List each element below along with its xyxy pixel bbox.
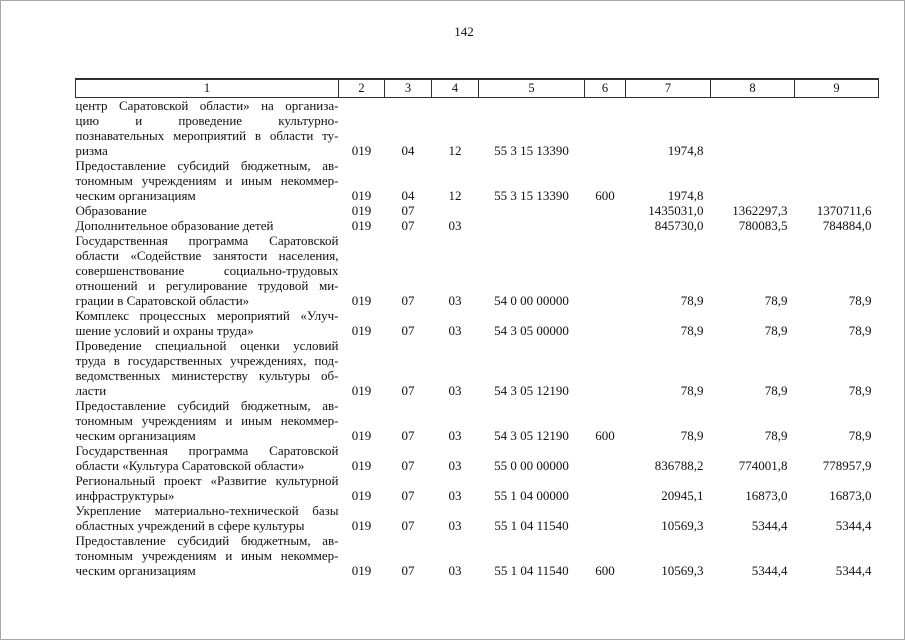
code-cell-col4: 12	[448, 142, 462, 158]
code-cell-col3: 07	[401, 217, 415, 233]
code-cell-col3: 07	[401, 487, 415, 503]
description-line: совершенствование социально-трудовых	[75, 262, 339, 278]
column-header-3: 3	[385, 79, 432, 97]
table-row	[76, 473, 879, 503]
description-line: тономным учреждениям и иным некоммер-	[75, 172, 339, 188]
description-line: Комплекс процессных мероприятий «Улуч-	[75, 307, 339, 323]
description-line: ведомственных министерству культуры об-	[75, 367, 339, 383]
code-cell-col4	[432, 203, 479, 218]
amount-cell-col8: 78,9	[764, 427, 788, 443]
description-line: Государственная программа Саратовской	[75, 442, 339, 458]
budget-table	[75, 78, 879, 578]
amount-cell-col8: 16873,0	[745, 487, 788, 503]
amount-cell-col7: 78,9	[680, 427, 704, 443]
table-row	[76, 308, 879, 338]
code-cell-col3: 04	[401, 142, 415, 158]
code-cell-col6	[585, 233, 626, 308]
row-description-cell	[76, 158, 339, 203]
code-cell-col5: 54 3 05 12190	[494, 427, 569, 443]
amount-cell-col8	[711, 97, 795, 158]
table-row	[76, 533, 879, 578]
code-cell-col5: 54 0 00 00000	[494, 292, 569, 308]
description-line: области «Содействие занятости населения,	[75, 247, 339, 263]
description-line: тономным учреждениям и иным некоммер-	[75, 412, 339, 428]
description-line: цию и проведение культурно-	[75, 112, 339, 128]
description-line: ческим организациям	[75, 562, 196, 578]
amount-cell-col7: 1974,8	[667, 187, 704, 203]
row-description-cell	[76, 203, 339, 218]
row-description-cell	[76, 308, 339, 338]
code-cell-col5: 55 3 15 13390	[494, 142, 569, 158]
amount-cell-col9: 16873,0	[829, 487, 872, 503]
code-cell-col2: 019	[351, 517, 372, 533]
column-header-2: 2	[339, 79, 385, 97]
amount-cell-col9: 78,9	[848, 427, 872, 443]
table-row	[76, 398, 879, 443]
description-line: ризма	[75, 142, 108, 158]
code-cell-col6	[585, 203, 626, 218]
amount-cell-col7: 836788,2	[654, 457, 704, 473]
amount-cell-col7: 845730,0	[654, 217, 704, 233]
description-line: грации в Саратовской области»	[75, 292, 250, 308]
description-line: областных учреждений в сфере культуры	[75, 517, 305, 533]
row-description-cell	[76, 233, 339, 308]
description-line: познавательных мероприятий в области ту-	[75, 127, 339, 143]
table-row	[76, 203, 879, 218]
code-cell-col5: 55 1 04 11540	[494, 517, 569, 533]
code-cell-col3: 07	[401, 202, 415, 218]
code-cell-col6	[585, 308, 626, 338]
code-cell-col6	[585, 443, 626, 473]
code-cell-col3: 07	[401, 382, 415, 398]
code-cell-col5: 55 1 04 11540	[494, 562, 569, 578]
amount-cell-col7: 1435031,0	[648, 202, 704, 218]
amount-cell-col8: 78,9	[764, 382, 788, 398]
description-line: области «Культура Саратовской области»	[75, 457, 305, 473]
code-cell-col4: 03	[448, 562, 462, 578]
code-cell-col4: 12	[448, 187, 462, 203]
code-cell-col4: 03	[448, 457, 462, 473]
code-cell-col5: 55 0 00 00000	[494, 457, 569, 473]
row-description-cell	[76, 97, 339, 158]
code-cell-col3: 07	[401, 457, 415, 473]
description-line: Региональный проект «Развитие культурной	[75, 472, 339, 488]
code-cell-col6	[585, 473, 626, 503]
code-cell-col6	[585, 503, 626, 533]
code-cell-col3: 04	[401, 187, 415, 203]
amount-cell-col9: 1370711,6	[816, 202, 872, 218]
amount-cell-col8: 774001,8	[738, 457, 788, 473]
code-cell-col4: 03	[448, 517, 462, 533]
code-cell-col5: 54 3 05 00000	[494, 322, 569, 338]
code-cell-col6: 600	[595, 562, 615, 578]
table-row	[76, 443, 879, 473]
row-description-cell	[76, 398, 339, 443]
description-line: труда в государственных учреждениях, под-	[75, 352, 339, 368]
amount-cell-col9: 5344,4	[835, 517, 872, 533]
code-cell-col2: 019	[351, 562, 372, 578]
code-cell-col2: 019	[351, 487, 372, 503]
code-cell-col3: 07	[401, 427, 415, 443]
table-row	[76, 158, 879, 203]
code-cell-col5: 54 3 05 12190	[494, 382, 569, 398]
description-line: тономным учреждениям и иным некоммер-	[75, 547, 339, 563]
amount-cell-col7: 78,9	[680, 382, 704, 398]
code-cell-col5: 55 3 15 13390	[494, 187, 569, 203]
row-description-cell	[76, 338, 339, 398]
amount-cell-col9: 784884,0	[822, 217, 872, 233]
row-description-cell	[76, 473, 339, 503]
amount-cell-col9: 78,9	[848, 322, 872, 338]
amount-cell-col7: 78,9	[680, 292, 704, 308]
description-line: Предоставление субсидий бюджетным, ав-	[75, 397, 339, 413]
amount-cell-col8: 1362297,3	[732, 202, 788, 218]
table-row	[76, 503, 879, 533]
description-line: Дополнительное образование детей	[75, 217, 274, 233]
amount-cell-col8	[711, 158, 795, 203]
amount-cell-col7: 78,9	[680, 322, 704, 338]
column-header-6: 6	[585, 79, 626, 97]
code-cell-col2: 019	[351, 427, 372, 443]
description-line: ласти	[75, 382, 107, 398]
description-line: центр Саратовской области» на организа-	[75, 97, 339, 113]
row-description-cell	[76, 443, 339, 473]
amount-cell-col8: 5344,4	[751, 517, 788, 533]
code-cell-col4: 03	[448, 487, 462, 503]
amount-cell-col9	[795, 97, 879, 158]
code-cell-col3: 07	[401, 292, 415, 308]
row-description-cell	[76, 533, 339, 578]
table-row	[76, 218, 879, 233]
code-cell-col4: 03	[448, 322, 462, 338]
description-line: инфраструктуры»	[75, 487, 175, 503]
column-header-4: 4	[432, 79, 479, 97]
code-cell-col4: 03	[448, 292, 462, 308]
code-cell-col6	[585, 97, 626, 158]
code-cell-col5	[479, 218, 585, 233]
code-cell-col6	[585, 338, 626, 398]
description-line: ческим организациям	[75, 427, 196, 443]
table-row	[76, 338, 879, 398]
amount-cell-col9: 5344,4	[835, 562, 872, 578]
code-cell-col2: 019	[351, 142, 372, 158]
table-row	[76, 233, 879, 308]
amount-cell-col7: 10569,3	[661, 517, 704, 533]
code-cell-col6	[585, 218, 626, 233]
code-cell-col4: 03	[448, 382, 462, 398]
amount-cell-col9: 778957,9	[822, 457, 872, 473]
column-header-7: 7	[626, 79, 711, 97]
column-header-9: 9	[795, 79, 879, 97]
table-body	[76, 97, 879, 578]
amount-cell-col9	[795, 158, 879, 203]
column-header-5: 5	[479, 79, 585, 97]
amount-cell-col9: 78,9	[848, 292, 872, 308]
amount-cell-col7: 10569,3	[661, 562, 704, 578]
code-cell-col2: 019	[351, 217, 372, 233]
description-line: Государственная программа Саратовской	[75, 232, 339, 248]
description-line: Предоставление субсидий бюджетным, ав-	[75, 157, 339, 173]
amount-cell-col8: 78,9	[764, 292, 788, 308]
table-row	[76, 97, 879, 158]
description-line: ческим организациям	[75, 187, 196, 203]
description-line: Предоставление субсидий бюджетным, ав-	[75, 532, 339, 548]
description-line: Образование	[75, 202, 147, 218]
code-cell-col5: 55 1 04 00000	[494, 487, 569, 503]
code-cell-col3: 07	[401, 562, 415, 578]
row-description-cell	[76, 218, 339, 233]
code-cell-col4: 03	[448, 217, 462, 233]
code-cell-col3: 07	[401, 322, 415, 338]
amount-cell-col8: 780083,5	[738, 217, 788, 233]
amount-cell-col7: 20945,1	[661, 487, 704, 503]
row-description-cell	[76, 503, 339, 533]
description-line: шение условий и охраны труда»	[75, 322, 254, 338]
code-cell-col2: 019	[351, 202, 372, 218]
code-cell-col2: 019	[351, 457, 372, 473]
page-number: 142	[454, 24, 474, 39]
code-cell-col4: 03	[448, 427, 462, 443]
description-line: Проведение специальной оценки условий	[75, 337, 339, 353]
description-line: Укрепление материально-технической базы	[75, 502, 339, 518]
description-line: отношений и регулирование трудовой ми-	[75, 277, 339, 293]
code-cell-col5	[479, 203, 585, 218]
code-cell-col2: 019	[351, 322, 372, 338]
column-header-8: 8	[711, 79, 795, 97]
column-header-1: 1	[76, 79, 339, 97]
code-cell-col6: 600	[595, 187, 615, 203]
code-cell-col2: 019	[351, 187, 372, 203]
code-cell-col6: 600	[595, 427, 615, 443]
code-cell-col2: 019	[351, 292, 372, 308]
code-cell-col2: 019	[351, 382, 372, 398]
amount-cell-col8: 5344,4	[751, 562, 788, 578]
amount-cell-col8: 78,9	[764, 322, 788, 338]
amount-cell-col7: 1974,8	[667, 142, 704, 158]
code-cell-col3: 07	[401, 517, 415, 533]
table-header-row	[76, 79, 879, 97]
amount-cell-col9: 78,9	[848, 382, 872, 398]
